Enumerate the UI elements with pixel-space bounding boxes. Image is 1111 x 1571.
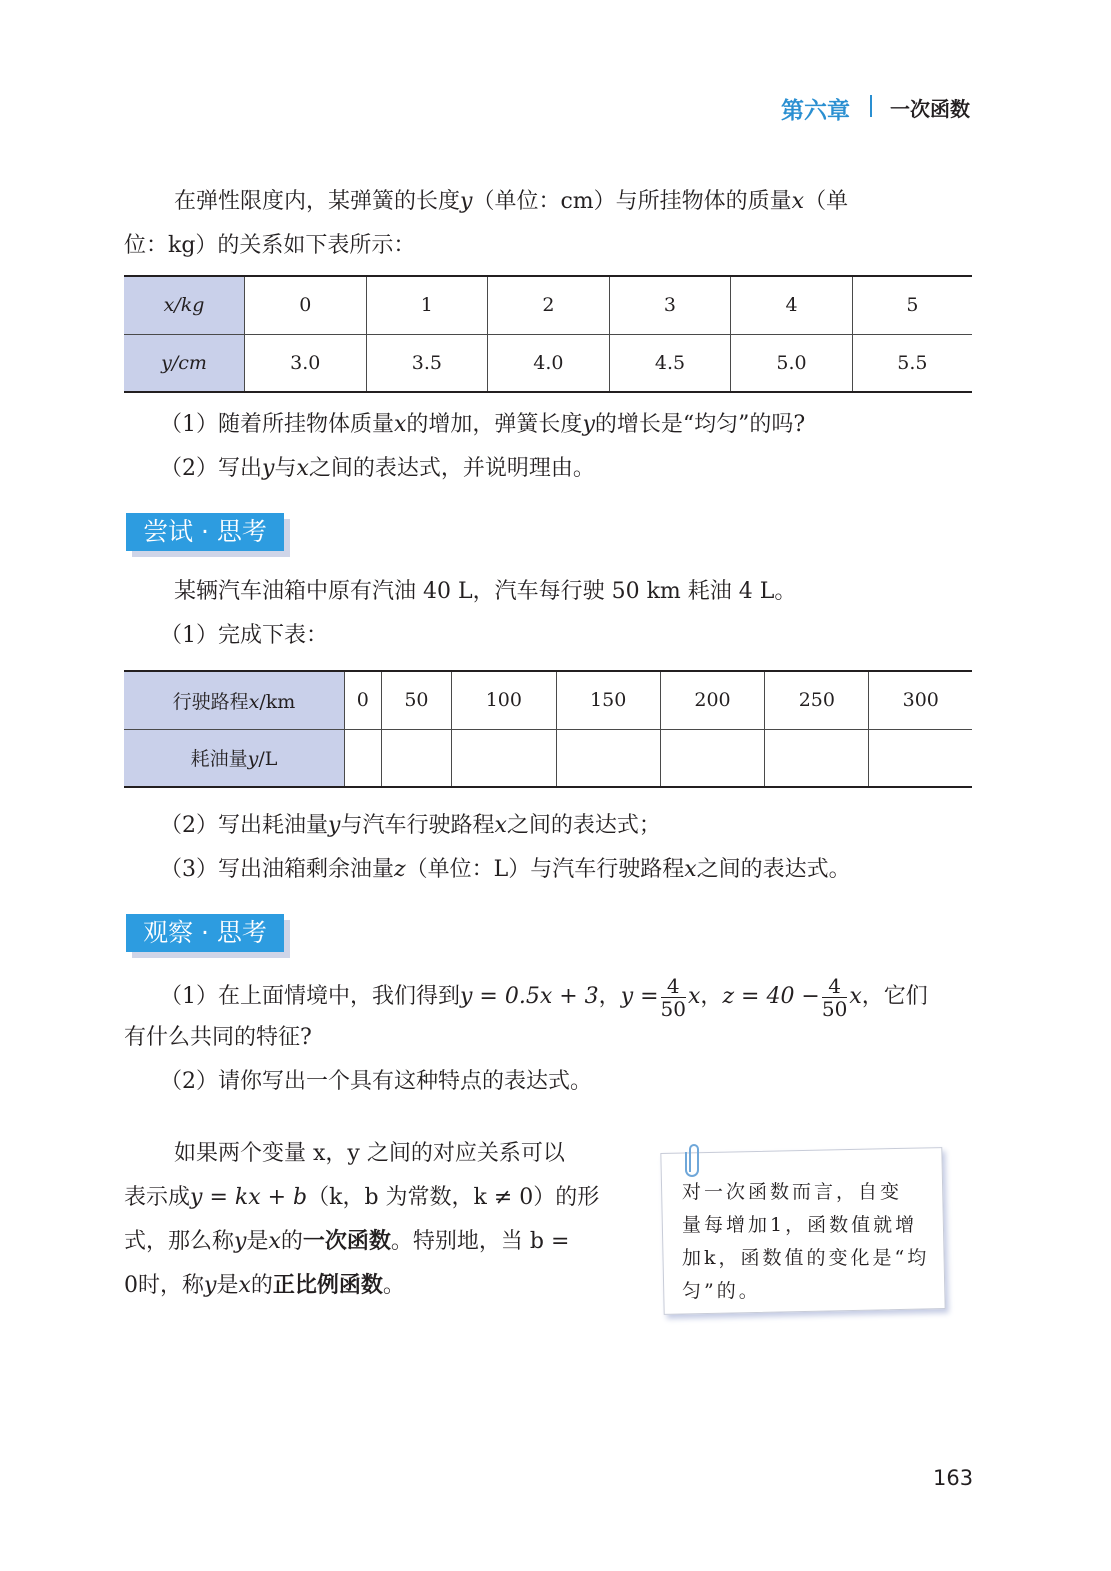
table-cell: 50 [381, 671, 452, 729]
header-divider [870, 95, 872, 117]
side-note-text: 对一次函数而言，自变 量每增加1，函数值就增 加k，函数值的变化是“均 匀”的。 [682, 1181, 930, 1302]
table-cell: 250 [765, 671, 869, 729]
table-blank-cell[interactable] [765, 729, 869, 787]
section-tag-observe-think: 观察 · 思考 [126, 914, 292, 960]
chapter-title: 一次函数 [890, 97, 970, 121]
spring-table [124, 275, 972, 393]
table-blank-cell[interactable] [345, 729, 382, 787]
table-blank-cell[interactable] [869, 729, 972, 787]
table-cell: 3.0 [245, 334, 367, 392]
observe-question-2: （2）请你写出一个具有这种特点的表达式。 [160, 1069, 592, 1094]
intro-line-1: 在弹性限度内，某弹簧的长度y（单位：cm）与所挂物体的质量x（单 [174, 189, 849, 214]
definition-line-4: 0时，称y是x的正比例函数。 [124, 1273, 405, 1298]
table-cell: 1 [366, 276, 488, 334]
question-2-2: （2）写出耗油量y与汽车行驶路程x之间的表达式； [160, 813, 661, 838]
paperclip-icon [683, 1142, 705, 1178]
question-2-3: （3）写出油箱剩余油量z（单位：L）与汽车行驶路程x之间的表达式。 [160, 857, 851, 882]
table-cell: 300 [869, 671, 972, 729]
table-cell: 5.5 [852, 334, 972, 392]
table-cell: 4.5 [609, 334, 731, 392]
definition-line-1: 如果两个变量 x，y 之间的对应关系可以 [174, 1141, 565, 1166]
table-cell: 150 [556, 671, 660, 729]
table-cell: 0 [245, 276, 367, 334]
table-header-y: y/cm [124, 334, 245, 392]
table-cell: 3 [609, 276, 731, 334]
table-header-fuel: 耗油量y/L [124, 729, 345, 787]
table-blank-cell[interactable] [556, 729, 660, 787]
question-1-1: （1）随着所挂物体质量x的增加，弹簧长度y的增长是“均匀”的吗? [160, 412, 806, 437]
term-proportional-function: 正比例函数 [272, 1273, 383, 1298]
fraction-4-50: $\frac{4}{50}$ [660, 973, 686, 1021]
definition-line-3: 式，那么称y是x的一次函数。特别地，当 b = [124, 1229, 570, 1254]
table-cell: 200 [660, 671, 764, 729]
table-cell: 0 [345, 671, 382, 729]
question-1-2: （2）写出y与x之间的表达式，并说明理由。 [160, 456, 595, 481]
table-blank-cell[interactable] [381, 729, 452, 787]
table-cell: 2 [488, 276, 610, 334]
observe-question-1: （1）在上面情境中，我们得到y = 0.5x + 3，y = $\frac{4}{50}$ x，z = 40 − $\frac{4}{50}$ x，它们 [160, 973, 928, 1021]
observe-question-1-cont: 有什么共同的特征? [124, 1025, 312, 1050]
table-blank-cell[interactable] [452, 729, 556, 787]
definition-line-2: 表示成y = kx + b（k，b 为常数，k ≠ 0）的形 [124, 1185, 600, 1210]
table-header-distance: 行驶路程x/km [124, 671, 345, 729]
fraction-4-50: $\frac{4}{50}$ [821, 973, 848, 1021]
table-cell: 4.0 [488, 334, 610, 392]
table-blank-cell[interactable] [660, 729, 764, 787]
table-cell: 4 [731, 276, 853, 334]
table-header-x: x/kg [124, 276, 245, 334]
page-number: 163 [933, 1466, 974, 1490]
car-task-1: （1）完成下表： [160, 623, 328, 648]
car-intro: 某辆汽车油箱中原有汽油 40 L，汽车每行驶 50 km 耗油 4 L。 [174, 579, 797, 604]
chapter-label: 第六章 [781, 98, 850, 124]
table-cell: 3.5 [366, 334, 488, 392]
table-cell: 100 [452, 671, 556, 729]
section-tag-try-think: 尝试 · 思考 [126, 513, 292, 559]
table-cell: 5.0 [731, 334, 853, 392]
table-cell: 5 [852, 276, 972, 334]
fuel-table [124, 670, 972, 788]
term-linear-function: 一次函数 [302, 1229, 391, 1254]
intro-line-2: 位：kg）的关系如下表所示： [124, 233, 416, 258]
